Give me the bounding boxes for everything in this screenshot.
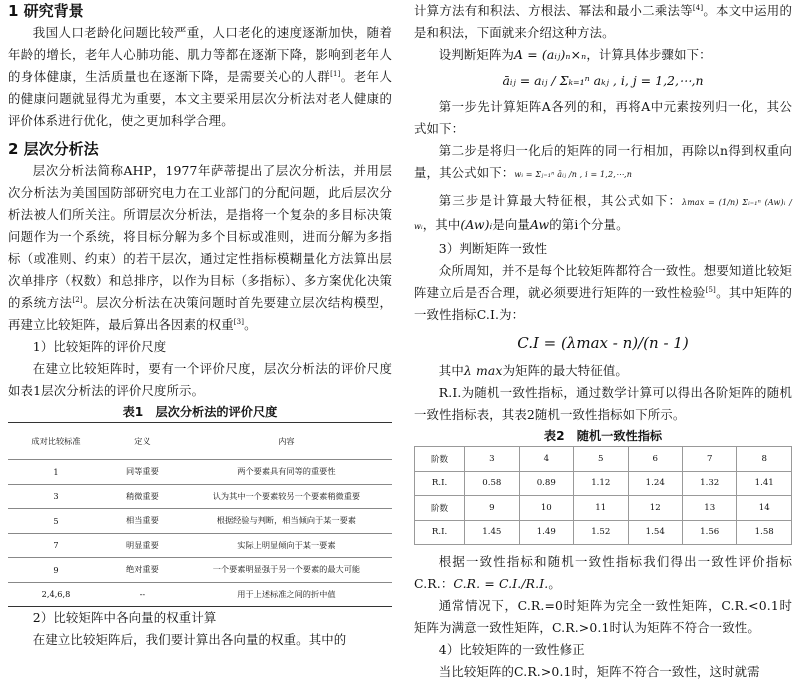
table-row xyxy=(8,582,392,607)
table-cell: 6 xyxy=(628,447,682,472)
table-cell: 7 xyxy=(682,447,736,472)
formula-normalize: āᵢⱼ = aᵢⱼ / Σₖ₌₁ⁿ aₖⱼ , i, j = 1,2,⋯,n xyxy=(502,73,704,88)
table-cell: R.I. xyxy=(415,520,465,545)
table-cell: 阶数 xyxy=(415,447,465,472)
reference-mark: [3] xyxy=(233,317,245,326)
table1-caption: 表1 层次分析法的评价尺度 xyxy=(122,405,278,419)
table-cell: 0.58 xyxy=(465,471,519,496)
table-cell: 明显重要 xyxy=(104,533,181,558)
reference-mark: [5] xyxy=(705,285,716,294)
paragraph-cr xyxy=(414,551,792,595)
reference-mark: [1] xyxy=(330,69,341,78)
table-cell: 阶数 xyxy=(415,496,465,521)
inline-formula: (Aw)ᵢ xyxy=(460,217,493,232)
paragraph-step3 xyxy=(414,190,792,238)
table-evaluation-scale xyxy=(8,422,392,607)
table-row xyxy=(8,484,392,509)
paragraph-step1: 第一步先计算矩阵A各列的和，再将A中元素按列归一化，其公式如下： xyxy=(414,99,792,136)
table-cell: 10 xyxy=(519,496,573,521)
table-cell: 1.41 xyxy=(737,471,792,496)
paragraph-text: 其中 xyxy=(438,363,464,378)
paragraph-text: 。本文中运用的是和积法，下面就来介绍这种方法。 xyxy=(414,3,792,40)
subheading-4: 4）比较矩阵的一致性修正 xyxy=(438,642,585,657)
table-cell: -- xyxy=(104,582,181,607)
table-cell: 9 xyxy=(8,558,104,583)
table-cell: 13 xyxy=(682,496,736,521)
table-row xyxy=(415,447,792,472)
paragraph-ri: R.I.为随机一致性指标，通过数学计算可以得出各阶矩阵的随机一致性指标表，其表2随机一致性指标如下所示。 xyxy=(414,385,792,422)
reference-mark: [2] xyxy=(72,295,83,304)
paragraph-lambda xyxy=(414,360,792,382)
table-cell: 1.52 xyxy=(574,520,628,545)
table-cell: 相当重要 xyxy=(104,509,181,534)
table-cell: 11 xyxy=(574,496,628,521)
table-cell: R.I. xyxy=(415,471,465,496)
paragraph-text: 我国人口老龄化问题比较严重，人口老化的速度逐渐加快，随着年龄的增长，老年人心肺功能、肌力等都在逐渐下降，影响到老年人的身体健康，生活质量也在逐渐下降，是需要关心的人群 xyxy=(8,25,392,84)
table-header-cell: 成对比较标准 xyxy=(8,423,104,460)
table-cell: 7 xyxy=(8,533,104,558)
paragraph-text: 。 xyxy=(548,576,561,591)
table-row xyxy=(415,471,792,496)
paragraph-text: 设判断矩阵为 xyxy=(438,47,515,62)
table-cell: 5 xyxy=(8,509,104,534)
paragraph-text: 众所周知，并不是每个比较矩阵都符合一致性。想要知道比较矩阵建立后是否合理，就必须要进行矩阵的一致性检验 xyxy=(414,263,792,300)
table-header-cell: 内容 xyxy=(181,423,392,460)
paragraph-step2 xyxy=(414,140,792,186)
table-cell: 根据经验与判断，相当倾向于某一要素 xyxy=(181,509,392,534)
paragraph-text: 。层次分析法在决策问题时首先要建立层次结构模型，再建立比较矩阵，最后算出各因素的权重 xyxy=(8,295,392,332)
inline-formula: Aw xyxy=(529,217,550,232)
paragraph-consistency xyxy=(414,260,792,326)
section-heading-1: 1 研究背景 xyxy=(8,2,84,20)
table-cell: 两个要素具有同等的重要性 xyxy=(181,460,392,485)
subheading-2: 2）比较矩阵中各向量的权重计算 xyxy=(32,610,217,625)
inline-formula: λmax = (1/n) Σᵢ₌₁ⁿ (Aw)ᵢ / wᵢ xyxy=(414,198,792,231)
paragraph-text: ，其中 xyxy=(422,217,461,232)
table-row xyxy=(8,533,392,558)
subheading-1: 1）比较矩阵的评价尺度 xyxy=(32,339,167,354)
paragraph-text: 。 xyxy=(244,317,257,332)
formula-ci: C.I = (λmax - n)/(n - 1) xyxy=(517,334,689,352)
table-cell: 1.32 xyxy=(682,471,736,496)
table-cell: 认为其中一个要素较另一个要素稍微重要 xyxy=(181,484,392,509)
paragraph-text: 层次分析法简称AHP，1977年萨蒂提出了层次分析法，并用层次分析法为美国国防部研究电力在工业部门的分配问题，此后层次分析法被人们所关注。所谓层次分析法，是指将一个复杂的多目标决策问题作为一个系统，将目标分解为多个目标或准则，进而分解为多指标（或准则、约束）的若干层次，通过定性指标模糊量化方法算出层次单排序（权数）和总排序，以作为目标（多指标）、多方案优化决策的系统方法 xyxy=(8,163,392,310)
table-cell: 12 xyxy=(628,496,682,521)
table-cell: 0.89 xyxy=(519,471,573,496)
inline-formula: C.R. = C.I./R.I. xyxy=(453,576,549,591)
table-cell: 4 xyxy=(519,447,573,472)
table-cell: 一个要素明显强于另一个要素的最大可能 xyxy=(181,558,392,583)
paragraph-text: 计算方法有和积法、方根法、幂法和最小二乘法等 xyxy=(414,3,693,18)
paragraph-text: 的第i个分量。 xyxy=(549,217,629,232)
table-header-row xyxy=(8,423,392,460)
table-cell: 1.56 xyxy=(682,520,736,545)
inline-formula: λ max xyxy=(463,363,503,378)
table-cell: 用于上述标准之间的折中值 xyxy=(181,582,392,607)
table-cell: 1.24 xyxy=(628,471,682,496)
table-row xyxy=(8,558,392,583)
table2-caption: 表2 随机一致性指标 xyxy=(543,429,663,443)
table-cell: 5 xyxy=(574,447,628,472)
table-cell: 1.58 xyxy=(737,520,792,545)
left-column xyxy=(8,0,392,651)
table-cell: 1 xyxy=(8,460,104,485)
table-cell: 稍微重要 xyxy=(104,484,181,509)
paragraph-background xyxy=(8,22,392,132)
inline-formula: A = (aᵢⱼ)ₙ×ₙ xyxy=(514,47,587,62)
paragraph-cr-rules: 通常情况下，C.R.=0时矩阵为完全一致性矩阵，C.R.<0.1时矩阵为满意一致性矩阵，C.R.>0.1时认为矩阵不符合一致性。 xyxy=(414,598,792,635)
table-row xyxy=(8,509,392,534)
paragraph-text: 。老年人的健康问题就显得尤为重要，本文主要采用层次分析法对老人健康的评价体系进行优化，使之更加科学合理。 xyxy=(8,69,393,128)
right-column xyxy=(414,0,792,683)
table-cell: 3 xyxy=(465,447,519,472)
table-cell: 1.49 xyxy=(519,520,573,545)
table-cell: 同等重要 xyxy=(104,460,181,485)
table-cell: 9 xyxy=(465,496,519,521)
paragraph-matrix xyxy=(414,44,792,66)
table-cell: 8 xyxy=(737,447,792,472)
table-cell: 2,4,6,8 xyxy=(8,582,104,607)
paragraph-text: 是向量 xyxy=(492,217,530,232)
paragraph-weights: 在建立比较矩阵后，我们要计算出各向量的权重。其中的 xyxy=(32,632,347,647)
paragraph-text: ，计算具体步骤如下： xyxy=(586,47,712,62)
table-row xyxy=(415,520,792,545)
table-cell: 绝对重要 xyxy=(104,558,181,583)
inline-formula: wᵢ = Σⱼ₌₁ⁿ āᵢⱼ /n , i = 1,2,⋯,n xyxy=(514,170,633,179)
paragraph-methods xyxy=(414,0,792,44)
paragraph-text: 为矩阵的最大特征值。 xyxy=(502,363,628,378)
table-row xyxy=(8,460,392,485)
table-cell: 实际上明显倾向于某一要素 xyxy=(181,533,392,558)
paragraph-correction: 当比较矩阵的C.R.>0.1时，矩阵不符合一致性，这时就需 xyxy=(438,664,760,679)
paragraph-text: 根据一致性指标和随机一致性指标我们得出一致性评价指标C.R.： xyxy=(414,554,792,591)
paragraph-scale: 在建立比较矩阵时，要有一个评价尺度，层次分析法的评价尺度如表1层次分析法的评价尺度所示。 xyxy=(8,361,392,398)
table-cell: 3 xyxy=(8,484,104,509)
table-cell: 1.54 xyxy=(628,520,682,545)
table-random-consistency xyxy=(414,446,792,545)
reference-mark: [4] xyxy=(692,3,704,12)
table-cell: 1.45 xyxy=(465,520,519,545)
paragraph-ahp xyxy=(8,160,392,336)
table-cell: 14 xyxy=(737,496,792,521)
section-heading-2: 2 层次分析法 xyxy=(8,140,99,158)
subheading-3: 3）判断矩阵一致性 xyxy=(438,241,548,256)
table-row xyxy=(415,496,792,521)
table-cell: 1.12 xyxy=(574,471,628,496)
paragraph-text: 第三步是计算最大特征根，其公式如下： xyxy=(438,193,682,208)
paragraph-text: 。其中矩阵的一致性指标C.I.为： xyxy=(414,285,792,322)
paragraph-text: 第二步是将归一化后的矩阵的同一行相加，再除以n得到权重向量，其公式如下： xyxy=(414,143,792,180)
table-header-cell: 定义 xyxy=(104,423,181,460)
